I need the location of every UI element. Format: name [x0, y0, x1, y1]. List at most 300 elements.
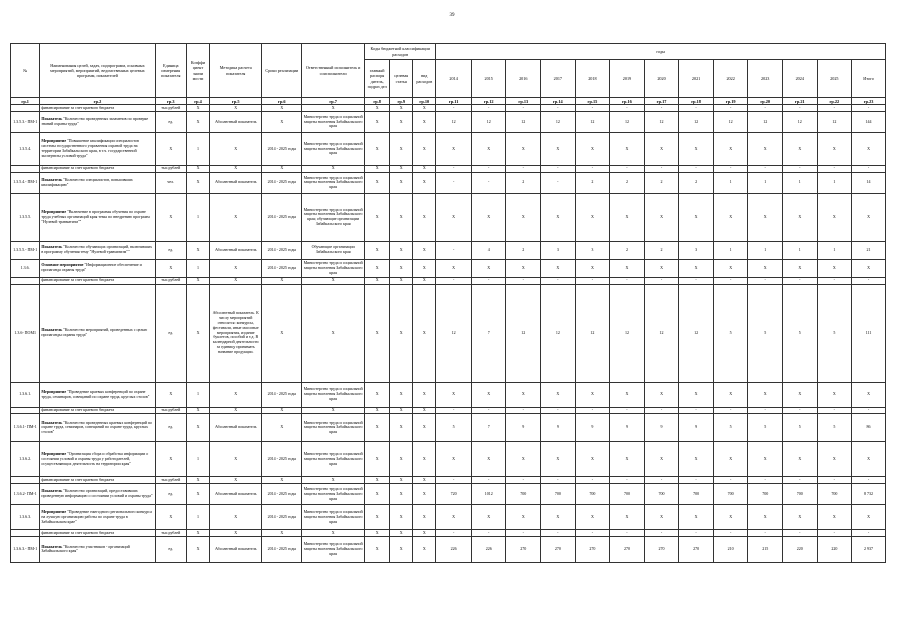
- table-cell: X: [186, 484, 209, 505]
- column-number: гр.7: [302, 98, 365, 105]
- page-number: 39: [449, 13, 455, 18]
- column-number: гр.3: [155, 98, 186, 105]
- row-type-label: Мероприятие: [41, 451, 67, 457]
- table-cell: X: [365, 259, 390, 277]
- table-cell: 1.3.5.4.: [11, 132, 40, 165]
- table-cell: X: [413, 172, 436, 193]
- table-cell: X: [506, 442, 541, 477]
- table-cell: X: [679, 259, 714, 277]
- table-cell: 9: [541, 414, 576, 442]
- table-cell: -: [436, 277, 472, 284]
- row-type-label: Показатель: [41, 543, 63, 549]
- table-cell: -: [679, 105, 714, 112]
- table-cell: -: [436, 530, 472, 537]
- table-cell: 270: [506, 536, 541, 562]
- column-number: гр.21: [782, 98, 817, 105]
- table-cell: X: [575, 193, 610, 241]
- table-cell: X: [413, 193, 436, 241]
- table-cell: X: [541, 382, 576, 407]
- row-title: финансирование за счет краевого бюджета: [41, 529, 115, 535]
- table-cell: [11, 407, 40, 414]
- row-title: "Количество проведенных краевых конференций по охране труда, семинаров, совещаний по охране труда, круглых столов": [41, 419, 153, 435]
- table-cell: 1: [782, 172, 817, 193]
- table-cell: ед.: [155, 111, 186, 132]
- header-year: 2019: [610, 60, 645, 98]
- column-number: гр.23: [852, 98, 886, 105]
- table-cell: X: [365, 105, 390, 112]
- row-title: "Количество проведенных экзаменов по проверке знаний охраны труда": [41, 116, 149, 126]
- table-cell: -: [852, 277, 886, 284]
- table-cell: X: [262, 407, 302, 414]
- table-cell: 700: [610, 484, 645, 505]
- table-cell: Абсолютный показатель: [210, 172, 262, 193]
- table-cell: X: [365, 407, 390, 414]
- row-title: "Информационное обеспечение и пропаганда охраны труда": [41, 262, 142, 273]
- table-cell: 270: [575, 536, 610, 562]
- table-cell: ед.: [155, 414, 186, 442]
- table-cell: X: [679, 193, 714, 241]
- table-cell: X: [390, 172, 413, 193]
- table-cell: 215: [748, 536, 783, 562]
- table-cell: X: [852, 259, 886, 277]
- table-cell: X: [852, 505, 886, 530]
- column-number: гр.4: [186, 98, 209, 105]
- table-cell: X: [817, 193, 852, 241]
- row-title: "Включение в программы обучения по охране труда учебных организаций края темы по внедрению программ "Нулевой травматизм"": [41, 209, 150, 224]
- table-cell: -: [541, 105, 576, 112]
- table-cell: 12: [471, 111, 506, 132]
- table-cell: X: [365, 193, 390, 241]
- table-cell: X: [610, 505, 645, 530]
- header-terms: Сроки реализации: [262, 44, 302, 98]
- header-kbk-main: главный распоря дитель, подраз дел: [365, 60, 390, 98]
- table-cell: X: [644, 132, 679, 165]
- table-cell: X: [644, 442, 679, 477]
- table-cell: чел.: [155, 172, 186, 193]
- table-cell: X: [852, 193, 886, 241]
- table-cell: 2 937: [852, 536, 886, 562]
- header-year: 2022: [713, 60, 748, 98]
- table-cell: 1.3.6.3.- ПМ-1: [11, 536, 40, 562]
- table-cell: X: [713, 132, 748, 165]
- table-cell: X: [155, 442, 186, 477]
- table-cell: 3: [541, 241, 576, 259]
- table-cell: Обучающие организации Забайкальского края: [302, 241, 365, 259]
- table-cell: тыс.рублей: [155, 105, 186, 112]
- table-cell: -: [817, 165, 852, 172]
- table-cell: 5: [817, 414, 852, 442]
- table-cell: -: [852, 477, 886, 484]
- table-cell: -: [713, 407, 748, 414]
- table-row: [11, 132, 886, 165]
- table-cell: X: [390, 277, 413, 284]
- table-cell: 1: [186, 193, 209, 241]
- table-cell: X: [155, 193, 186, 241]
- row-type-label: Мероприятие: [41, 508, 67, 514]
- table-cell: X: [782, 505, 817, 530]
- table-cell: X: [186, 172, 209, 193]
- table-cell: X: [817, 259, 852, 277]
- table-cell: 5: [713, 284, 748, 382]
- table-cell: X: [302, 477, 365, 484]
- column-number: гр.6: [262, 98, 302, 105]
- table-cell: X: [506, 382, 541, 407]
- table-cell: X: [210, 132, 262, 165]
- table-cell: X: [413, 484, 436, 505]
- table-cell: X: [413, 111, 436, 132]
- table-cell: X: [302, 530, 365, 537]
- table-cell: X: [413, 241, 436, 259]
- table-cell: 86: [852, 414, 886, 442]
- table-cell: 144: [852, 111, 886, 132]
- table-cell: -: [575, 530, 610, 537]
- table-cell: [40, 277, 155, 284]
- table-cell: 2: [506, 241, 541, 259]
- table-cell: X: [610, 382, 645, 407]
- table-cell: X: [155, 132, 186, 165]
- table-cell: 700: [541, 484, 576, 505]
- table-cell: 700: [748, 484, 783, 505]
- table-cell: 1: [748, 241, 783, 259]
- table-cell: -: [713, 277, 748, 284]
- table-cell: X: [541, 442, 576, 477]
- table-cell: -: [782, 105, 817, 112]
- table-cell: X: [390, 442, 413, 477]
- table-cell: X: [390, 165, 413, 172]
- row-title: "Количество обучающих организаций, включивших в программу обучения тему "Нулевой травматизм"": [41, 244, 153, 255]
- column-number: гр.11: [436, 98, 472, 105]
- table-cell: 1.3.5.5.: [11, 193, 40, 241]
- header-kbk: Коды бюджетной классификации расходов: [365, 44, 436, 60]
- table-cell: X: [413, 407, 436, 414]
- table-cell: 700: [817, 484, 852, 505]
- table-cell: X: [506, 505, 541, 530]
- header-unit: Единица измерения показателя: [155, 44, 186, 98]
- header-year: 2025: [817, 60, 852, 98]
- table-cell: X: [436, 193, 472, 241]
- header-year: 2021: [679, 60, 714, 98]
- table-cell: X: [713, 442, 748, 477]
- table-cell: -: [817, 277, 852, 284]
- table-cell: -: [541, 530, 576, 537]
- table-cell: X: [817, 505, 852, 530]
- table-cell: -: [817, 530, 852, 537]
- table-cell: -: [541, 172, 576, 193]
- table-cell: -: [506, 407, 541, 414]
- table-cell: 12: [610, 111, 645, 132]
- table-cell: [40, 442, 155, 477]
- table-cell: X: [782, 259, 817, 277]
- table-cell: -: [782, 477, 817, 484]
- table-cell: 12: [644, 111, 679, 132]
- table-cell: X: [471, 442, 506, 477]
- table-cell: [40, 165, 155, 172]
- table-cell: [40, 284, 155, 382]
- table-cell: -: [713, 530, 748, 537]
- table-cell: X: [817, 382, 852, 407]
- table-cell: X: [782, 382, 817, 407]
- table-cell: X: [302, 277, 365, 284]
- table-cell: [40, 530, 155, 537]
- table-cell: X: [390, 284, 413, 382]
- table-cell: -: [541, 165, 576, 172]
- table-cell: X: [390, 477, 413, 484]
- table-cell: -: [748, 105, 783, 112]
- table-cell: X: [186, 530, 209, 537]
- table-cell: X: [365, 484, 390, 505]
- table-cell: [40, 505, 155, 530]
- table-cell: 270: [679, 536, 714, 562]
- table-cell: X: [365, 442, 390, 477]
- column-number: гр.1: [11, 98, 40, 105]
- table-cell: [40, 536, 155, 562]
- table-cell: -: [782, 277, 817, 284]
- table-cell: ед.: [155, 484, 186, 505]
- header-years: годы: [436, 44, 886, 60]
- column-number: гр.9: [390, 98, 413, 105]
- column-number: гр.12: [471, 98, 506, 105]
- table-cell: 1: [782, 241, 817, 259]
- table-cell: X: [575, 505, 610, 530]
- table-cell: X: [210, 530, 262, 537]
- table-row: [11, 505, 886, 530]
- header-kbk-item: целевая статья: [390, 60, 413, 98]
- table-cell: X: [413, 284, 436, 382]
- table-cell: -: [852, 105, 886, 112]
- table-cell: 210: [713, 536, 748, 562]
- table-cell: 1.3.5.5.- ПМ-1: [11, 241, 40, 259]
- table-cell: Абсолютный показатель. К числу мероприятий относятся: конкурсы, фестивали, иные массовые мероприятия, издание буклетов, пособий и т.д. В календарной деятельности за единицу принимать название продукции.: [210, 284, 262, 382]
- table-cell: -: [713, 165, 748, 172]
- table-cell: [40, 259, 155, 277]
- table-cell: -: [471, 105, 506, 112]
- table-cell: -: [610, 105, 645, 112]
- table-cell: X: [713, 193, 748, 241]
- table-cell: X: [186, 284, 209, 382]
- table-cell: -: [436, 105, 472, 112]
- table-cell: 1: [186, 505, 209, 530]
- table-cell: 12: [782, 111, 817, 132]
- table-cell: X: [713, 505, 748, 530]
- header-year: 2020: [644, 60, 679, 98]
- table-cell: 1.3.5.3.- ПМ-1: [11, 111, 40, 132]
- row-type-label: Основное мероприятие: [41, 262, 84, 268]
- table-cell: ед.: [155, 536, 186, 562]
- column-number: гр.5: [210, 98, 262, 105]
- table-cell: 12: [575, 284, 610, 382]
- table-cell: [40, 414, 155, 442]
- table-cell: -: [644, 477, 679, 484]
- table-cell: Министерство труда и социальной защиты населения Забайкальского края: [302, 259, 365, 277]
- table-cell: X: [413, 442, 436, 477]
- row-title: финансирование за счет краевого бюджета: [41, 277, 115, 283]
- table-cell: X: [413, 414, 436, 442]
- table-cell: -: [782, 407, 817, 414]
- table-cell: -: [644, 530, 679, 537]
- table-cell: X: [436, 259, 472, 277]
- table-row: [11, 277, 886, 284]
- table-cell: 12: [541, 284, 576, 382]
- table-cell: 1.3.5.4.- ПМ-1: [11, 172, 40, 193]
- table-cell: 226: [471, 536, 506, 562]
- table-row: [11, 530, 886, 537]
- table-cell: 1: [713, 241, 748, 259]
- table-cell: 700: [575, 484, 610, 505]
- table-cell: X: [644, 193, 679, 241]
- table-cell: 1.3.6.2.: [11, 442, 40, 477]
- table-cell: 5: [817, 284, 852, 382]
- table-cell: X: [210, 193, 262, 241]
- table-cell: 2014 - 2025 годы: [262, 172, 302, 193]
- table-cell: -: [852, 530, 886, 537]
- table-cell: [40, 484, 155, 505]
- table-cell: X: [471, 132, 506, 165]
- table-cell: [40, 193, 155, 241]
- table-cell: -: [679, 277, 714, 284]
- table-cell: 3: [575, 241, 610, 259]
- table-cell: 9: [610, 414, 645, 442]
- table-cell: 1.3.6.1- ПМ-1: [11, 414, 40, 442]
- table-cell: Абсолютный показатель: [210, 484, 262, 505]
- table-cell: X: [390, 530, 413, 537]
- table-cell: тыс.рублей: [155, 407, 186, 414]
- table-cell: -: [644, 165, 679, 172]
- table-row: [11, 193, 886, 241]
- row-type-label: Показатель: [41, 116, 63, 122]
- table-cell: -: [748, 407, 783, 414]
- table-cell: тыс.рублей: [155, 165, 186, 172]
- table-row: [11, 165, 886, 172]
- table-cell: X: [262, 277, 302, 284]
- table-cell: -: [679, 477, 714, 484]
- table-cell: X: [413, 530, 436, 537]
- table-cell: -: [748, 477, 783, 484]
- column-number: гр.19: [713, 98, 748, 105]
- table-cell: X: [817, 442, 852, 477]
- table-cell: -: [817, 477, 852, 484]
- table-cell: X: [365, 536, 390, 562]
- table-cell: 2014 - 2025 годы: [262, 259, 302, 277]
- table-cell: -: [471, 530, 506, 537]
- table-cell: 700: [713, 484, 748, 505]
- table-cell: X: [390, 407, 413, 414]
- header-no: №: [11, 44, 40, 98]
- table-cell: 270: [541, 536, 576, 562]
- table-cell: -: [575, 277, 610, 284]
- table-cell: X: [186, 111, 209, 132]
- table-cell: -: [748, 277, 783, 284]
- table-cell: X: [365, 165, 390, 172]
- table-cell: X: [852, 382, 886, 407]
- table-cell: X: [302, 165, 365, 172]
- table-cell: X: [413, 277, 436, 284]
- table-cell: X: [679, 132, 714, 165]
- table-cell: -: [610, 277, 645, 284]
- program-indicators-table: [10, 43, 886, 563]
- table-cell: X: [471, 193, 506, 241]
- table-cell: X: [713, 382, 748, 407]
- table-cell: -: [575, 105, 610, 112]
- table-cell: [40, 407, 155, 414]
- table-row: [11, 382, 886, 407]
- row-title: "Проведение ежегодного регионального конкурса на лучшую организацию работы по охране труда в Забайкальском крае": [41, 508, 152, 524]
- table-cell: [40, 172, 155, 193]
- table-cell: 2014 - 2025 годы: [262, 536, 302, 562]
- table-cell: X: [365, 132, 390, 165]
- column-number: гр.22: [817, 98, 852, 105]
- table-cell: 1: [186, 132, 209, 165]
- table-cell: -: [817, 407, 852, 414]
- row-title: финансирование за счет краевого бюджета: [41, 476, 115, 482]
- table-cell: X: [782, 132, 817, 165]
- header-year: 2018: [575, 60, 610, 98]
- table-cell: X: [262, 414, 302, 442]
- table-cell: -: [506, 105, 541, 112]
- table-cell: X: [782, 193, 817, 241]
- table-row: [11, 111, 886, 132]
- table-cell: X: [390, 111, 413, 132]
- table-cell: 1: [817, 241, 852, 259]
- table-cell: 12: [436, 111, 472, 132]
- table-cell: X: [748, 193, 783, 241]
- table-cell: X: [413, 165, 436, 172]
- row-title: финансирование за счет краевого бюджета: [41, 407, 115, 413]
- row-title: финансирование за счет краевого бюджета: [41, 165, 115, 171]
- table-cell: X: [155, 382, 186, 407]
- table-cell: -: [436, 241, 472, 259]
- table-cell: тыс.рублей: [155, 477, 186, 484]
- table-cell: [11, 277, 40, 284]
- table-cell: X: [365, 172, 390, 193]
- table-cell: X: [186, 536, 209, 562]
- table-cell: X: [365, 382, 390, 407]
- table-cell: X: [575, 382, 610, 407]
- table-row: [11, 477, 886, 484]
- table-cell: 9: [679, 414, 714, 442]
- table-cell: X: [365, 277, 390, 284]
- table-cell: Министерство труда и социальной защиты населения Забайкальского края; обучающие организации Забайкальского края: [302, 193, 365, 241]
- table-cell: 1: [186, 259, 209, 277]
- table-cell: X: [506, 193, 541, 241]
- table-cell: -: [436, 477, 472, 484]
- header-year: 2017: [541, 60, 576, 98]
- table-cell: -: [748, 530, 783, 537]
- table-cell: X: [610, 132, 645, 165]
- table-cell: -: [541, 477, 576, 484]
- header-year: 2015: [471, 60, 506, 98]
- table-cell: -: [713, 105, 748, 112]
- table-cell: [40, 132, 155, 165]
- header-kbk-type: вид расходов: [413, 60, 436, 98]
- table-cell: Абсолютный показатель: [210, 414, 262, 442]
- header-name: Наименования целей, задач, подпрограмм, основных мероприятий, мероприятий, ведомственных целевых программ, показателей: [40, 44, 155, 98]
- table-cell: 12: [679, 111, 714, 132]
- table-cell: 12: [713, 111, 748, 132]
- row-type-label: Мероприятие: [41, 209, 67, 215]
- table-cell: X: [413, 259, 436, 277]
- table-cell: X: [390, 105, 413, 112]
- table-cell: X: [782, 442, 817, 477]
- table-cell: X: [471, 259, 506, 277]
- column-number: гр.15: [575, 98, 610, 105]
- table-cell: Министерство труда и социальной защиты населения Забайкальского края: [302, 111, 365, 132]
- table-cell: Абсолютный показатель: [210, 111, 262, 132]
- table-cell: X: [262, 165, 302, 172]
- table-cell: 2: [575, 172, 610, 193]
- table-cell: 1.3.6- ПОМ1: [11, 284, 40, 382]
- row-title: "Количество организаций, предоставивших проведенную информацию о состоянии условий и охраны труда": [41, 488, 153, 499]
- table-cell: X: [365, 241, 390, 259]
